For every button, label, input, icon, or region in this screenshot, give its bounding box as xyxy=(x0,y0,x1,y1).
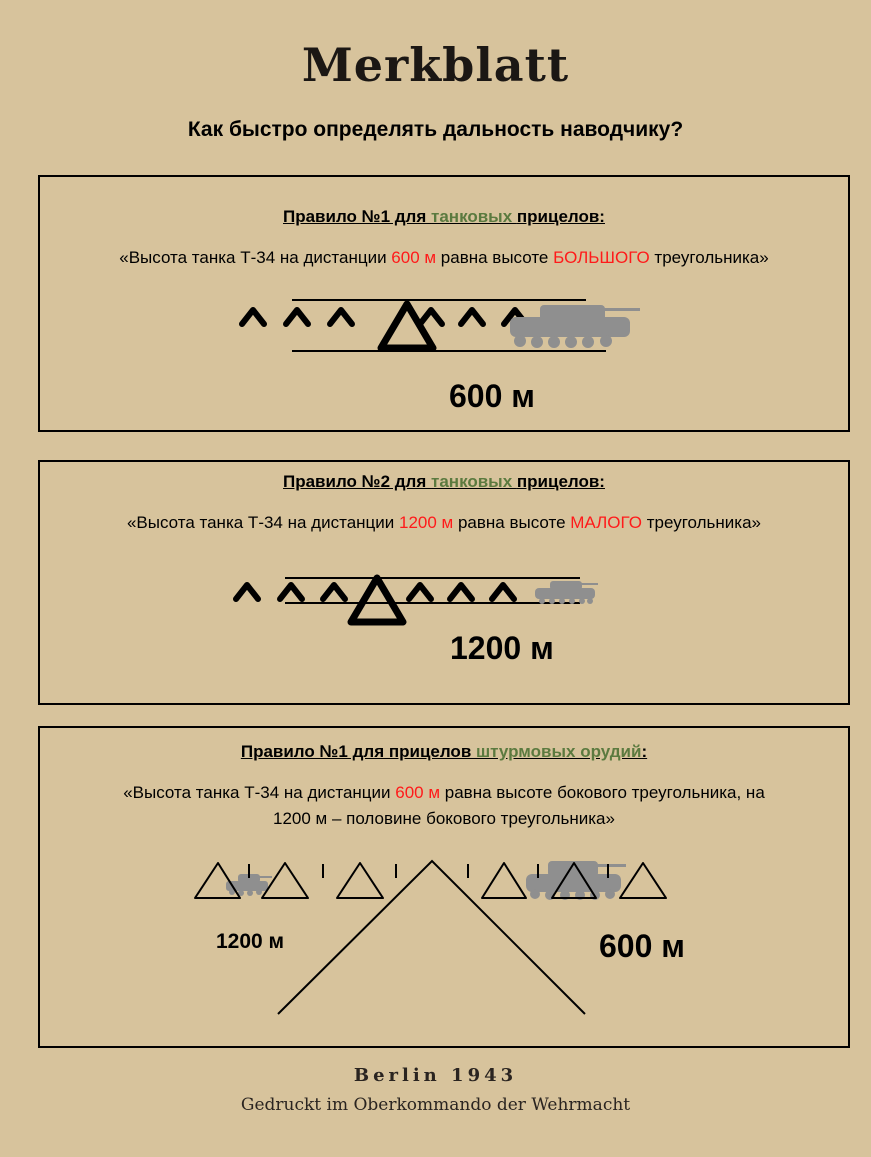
tank-icon xyxy=(510,305,640,348)
rule-2-distance: 1200 м xyxy=(450,630,554,666)
rule-3-quote: «Высота танка Т-34 на дистанции 600 м равна высоте бокового треугольника, на 1200 м – половине бокового треугольника» xyxy=(123,783,765,828)
rule-1-quote: «Высота танка Т-34 на дистанции 600 м равна высоте БОЛЬШОГО треугольника» xyxy=(119,248,769,267)
rule-3-label-600: 600 м xyxy=(599,928,685,964)
rule-3-label-1200: 1200 м xyxy=(216,930,285,953)
rule-1-heading: Правило №1 для танковых прицелов: xyxy=(283,207,605,226)
rule-2-reticle xyxy=(40,462,852,707)
rule-3-heading: Правило №1 для прицелов штурмовых орудий: xyxy=(240,742,648,761)
rule-3-reticle xyxy=(40,728,852,1050)
page-title: Merkblatt xyxy=(301,38,570,92)
page-subtitle: Как быстро определять дальность наводчику? xyxy=(187,118,684,141)
rule-1-reticle xyxy=(40,177,852,434)
rule-3-panel xyxy=(38,726,850,1048)
footer-imprint: Gedruckt im Oberkommando der Wehrmacht xyxy=(240,1095,631,1115)
rule-2-quote: «Высота танка Т-34 на дистанции 1200 м равна высоте МАЛОГО треугольника» xyxy=(126,513,762,532)
footer-city-year: Berlin 1943 xyxy=(353,1065,518,1086)
rule-2-heading: Правило №2 для танковых прицелов: xyxy=(283,472,605,491)
rule-2-panel xyxy=(38,460,850,705)
rule-1-panel xyxy=(38,175,850,432)
tank-icon xyxy=(535,581,598,604)
rule-1-distance: 600 м xyxy=(449,378,535,414)
